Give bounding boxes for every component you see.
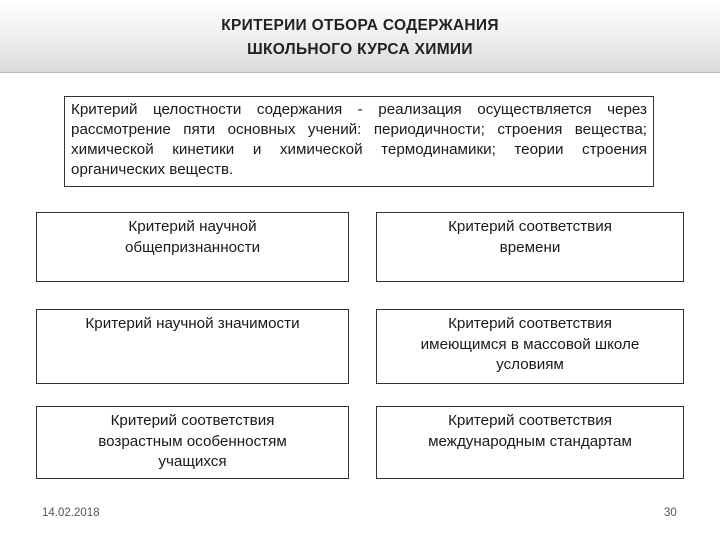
criterion-line: международным стандартам [428,432,632,450]
slide-date: 14.02.2018 [42,507,100,519]
criterion-box-scientific-recognition [36,212,349,282]
criterion-line: Критерий научной [128,218,257,235]
slide-page-number: 30 [664,507,677,519]
intro-text: Критерий целостности содержания - реализация осуществляется через рассмотрение пяти основных учений: периодичности; строения вещества; химической кинетики и химической термодинамики; теории строения органических веществ. [71,101,647,178]
criterion-line: общепризнанности [124,238,261,256]
criterion-box-scientific-significance [36,309,349,384]
title-line-2: ШКОЛЬНОГО КУРСА ХИМИИ [247,41,473,58]
criterion-line: Критерий соответствия [110,412,275,429]
criterion-box-age-features [36,406,349,479]
criterion-line: учащихся [158,453,227,470]
criterion-line: имеющимся в массовой школе [420,335,640,353]
criterion-box-time [376,212,684,282]
criterion-line: условиям [496,356,564,373]
intro-box [64,96,654,187]
criterion-line: Критерий соответствия [448,315,612,332]
slide-title [0,14,720,62]
criterion-box-international-standards [376,406,684,479]
slide-header [0,0,720,73]
criterion-line: Критерий соответствия [448,218,612,235]
criterion-line: возрастным особенностям [98,432,287,450]
criterion-line: Критерий соответствия [448,412,612,429]
criterion-line: времени [499,238,561,256]
criterion-line: Критерий научной значимости [85,315,300,332]
criterion-box-school-conditions [376,309,684,384]
title-line-1: КРИТЕРИИ ОТБОРА СОДЕРЖАНИЯ [221,17,499,34]
